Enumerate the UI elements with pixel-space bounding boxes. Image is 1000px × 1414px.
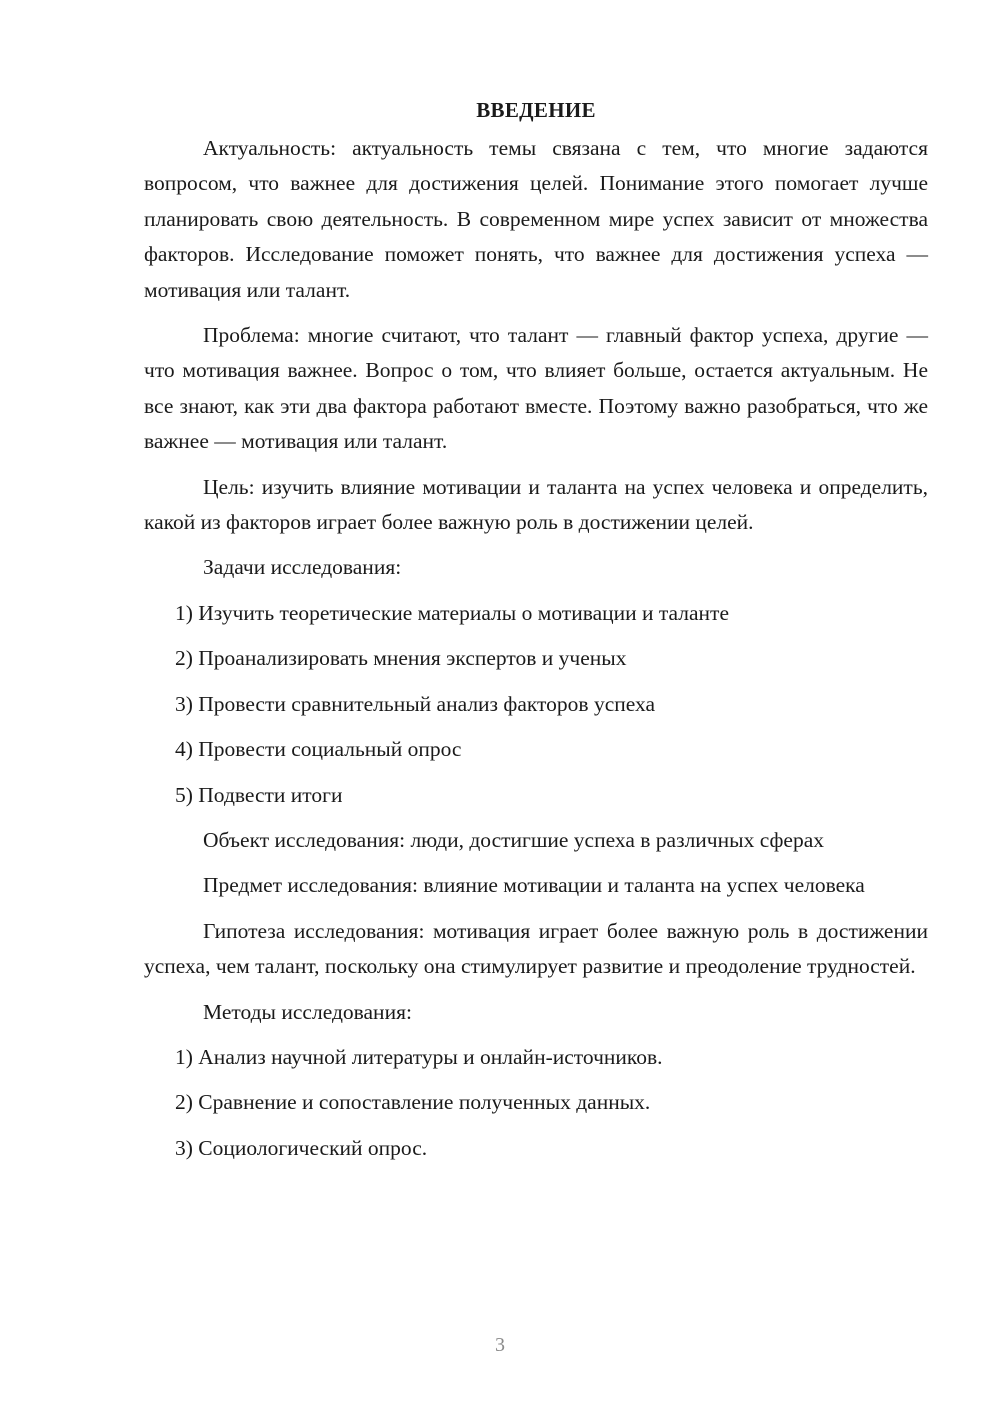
list-item: 1) Изучить теоретические материалы о мотивации и таланте — [175, 600, 729, 625]
tasks-heading: Задачи исследования: — [203, 555, 402, 580]
list-item: 3) Провести сравнительный анализ факторов успеха — [175, 691, 656, 716]
document-page — [144, 92, 928, 1176]
list-item: 5) Подвести итоги — [175, 782, 343, 807]
list-item: 3) Социологический опрос. — [175, 1135, 428, 1160]
list-item: 1) Анализ научной литературы и онлайн-источников. — [175, 1044, 663, 1069]
object-paragraph: Объект исследования: люди, достигшие успеха в различных сферах — [203, 827, 825, 852]
list-item: 4) Провести социальный опрос — [175, 737, 462, 762]
subject-paragraph: Предмет исследования: влияние мотивации и таланта на успех человека — [203, 873, 865, 898]
list-item: 2) Проанализировать мнения экспертов и ученых — [175, 646, 627, 671]
problem-paragraph: Проблема: многие считают, что талант — главный фактор успеха, другие — что мотивация важнее. Вопрос о том, что влияет больше, остается актуальным. Не все знают, как эти два фактора работают вместе. Поэтому важно разобраться, что же важнее — мотивация или талант. — [144, 323, 928, 454]
methods-heading: Методы исследования: — [203, 999, 412, 1024]
hypothesis-paragraph: Гипотеза исследования: мотивация играет более важную роль в достижении успеха, чем талант, поскольку она стимулирует развитие и преодоление трудностей. — [144, 918, 928, 979]
page-title: ВВЕДЕНИЕ — [476, 98, 596, 122]
goal-paragraph: Цель: изучить влияние мотивации и таланта на успех человека и определить, какой из факторов играет более важную роль в достижении целей. — [144, 474, 928, 535]
page-number: 3 — [495, 1334, 505, 1356]
relevance-paragraph: Актуальность: актуальность темы связана с тем, что многие задаются вопросом, что важнее для достижения целей. Понимание этого помогает лучше планировать свою деятельность. В современном мире успех зависит от множества факторов. Исследование поможет понять, что важнее для достижения успеха — мотивация или талант. — [144, 136, 928, 302]
list-item: 2) Сравнение и сопоставление полученных данных. — [175, 1090, 651, 1115]
